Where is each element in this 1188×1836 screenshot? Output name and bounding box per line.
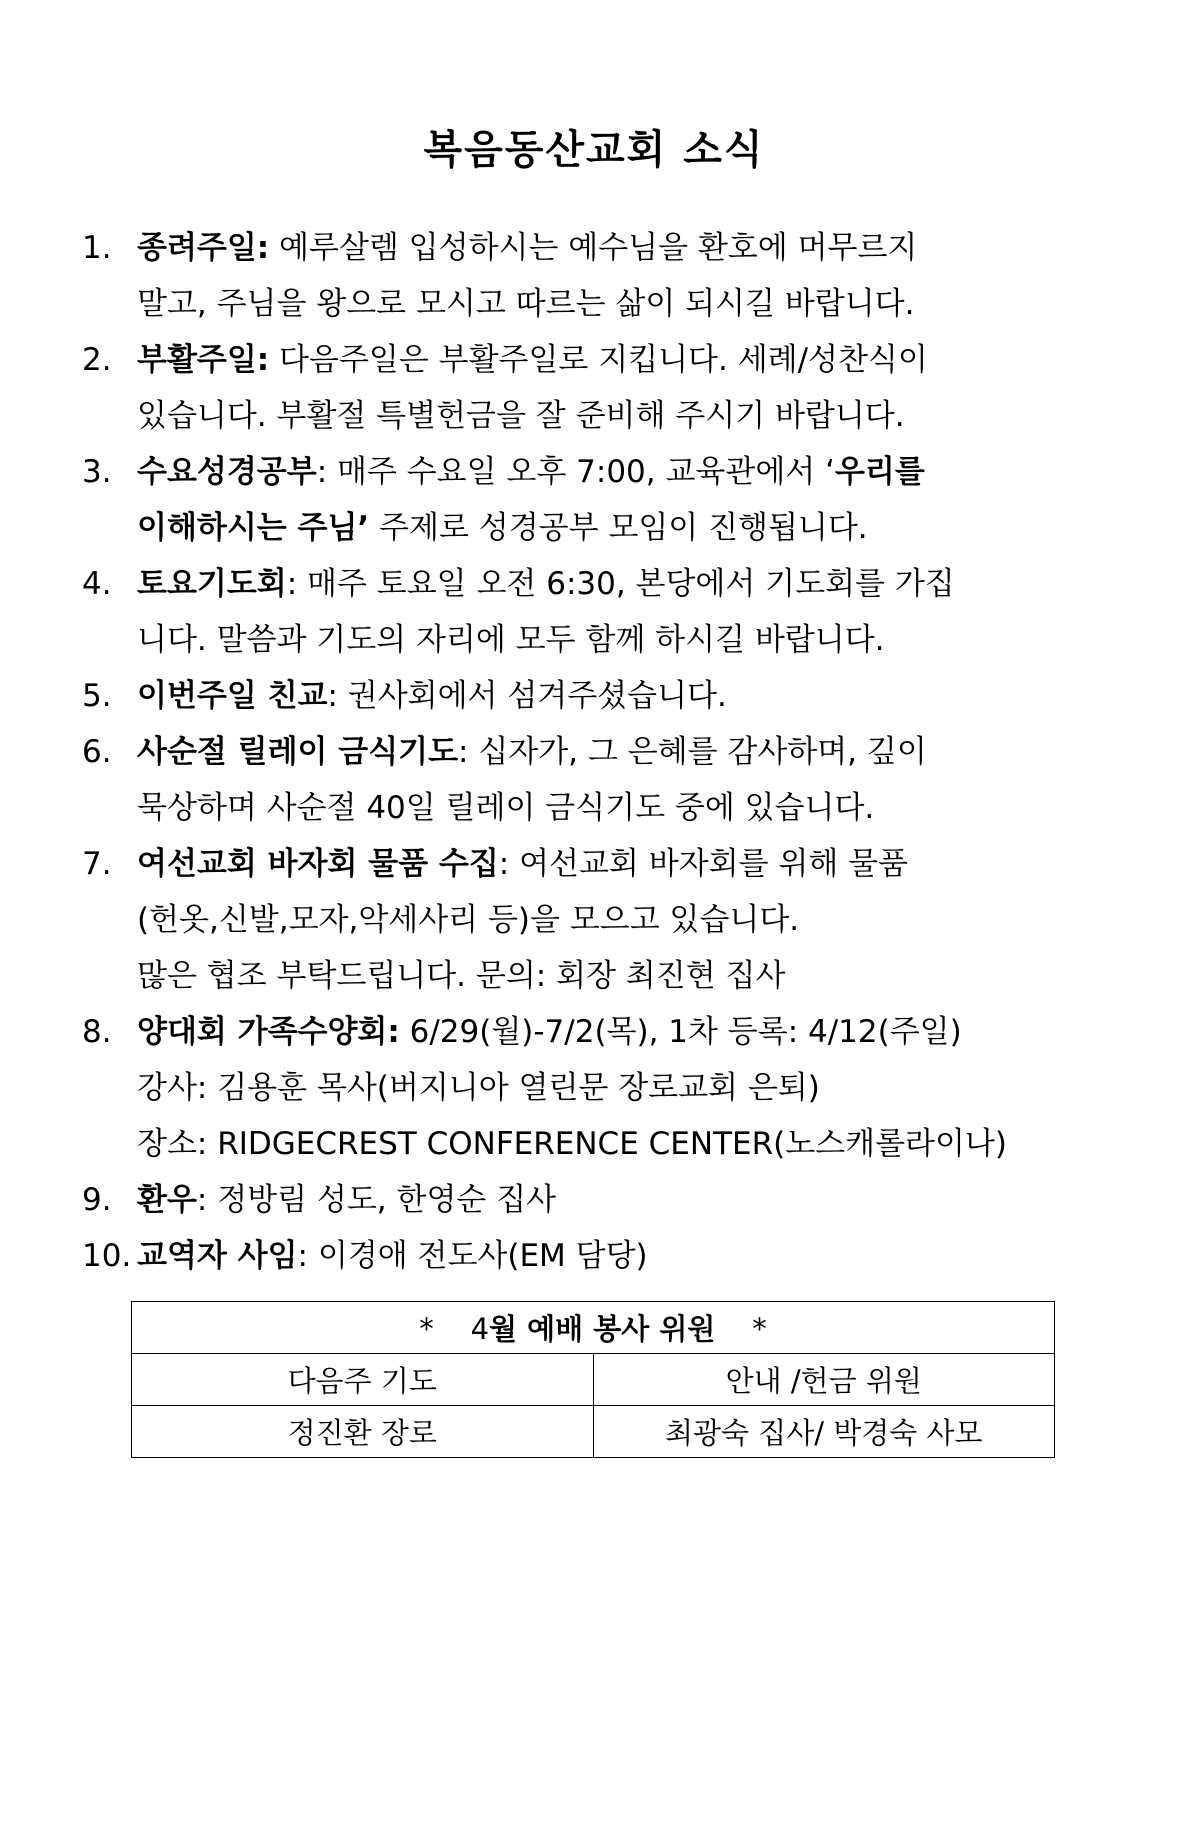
item-label: 수요성경공부 [137,454,317,490]
item-number: 7. [82,846,112,882]
item-number: 4. [82,566,112,602]
item-label: 환우 [137,1182,197,1218]
item-label: 부활주일: [137,342,270,378]
announcement-list [82,220,1082,1284]
table-row [132,1354,1055,1406]
item-text: (헌옷,신발,모자,악세사리 등)을 모으고 있습니다. [137,902,800,938]
item-emphasis: 이해하시는 주님’ [137,510,370,546]
item-label: 종려주일: [137,230,270,266]
list-item [82,1004,1082,1172]
item-number: 10. [82,1238,132,1274]
item-text: : 십자가, 그 은혜를 감사하며, 깊이 [458,734,927,770]
item-number: 5. [82,678,112,714]
cell-usher-offering-names: 최광숙 집사/ 박경숙 사모 [593,1406,1055,1458]
item-text: 주제로 성경공부 모임이 진행됩니다. [369,510,868,546]
service-volunteers-table [131,1301,1055,1458]
list-item [82,668,1082,724]
list-item [82,556,1082,668]
item-text: 묵상하며 사순절 40일 릴레이 금식기도 중에 있습니다. [137,790,875,826]
list-item [82,444,1082,556]
list-item [82,1228,1082,1284]
item-text: : 이경애 전도사(EM 담당) [297,1238,648,1274]
page-title: 복음동산교회 소식 [423,127,765,173]
item-label: 이번주일 친교 [137,678,328,714]
item-number: 9. [82,1182,112,1218]
table-row [132,1406,1055,1458]
item-text: 니다. 말씀과 기도의 자리에 모두 함께 하시길 바랍니다. [137,622,885,658]
item-label: 사순절 릴레이 금식기도 [137,734,459,770]
item-text: 많은 협조 부탁드립니다. 문의: 회장 최진현 집사 [137,958,786,994]
item-label: 교역자 사임 [137,1238,298,1274]
item-text: : 권사회에서 섬겨주셨습니다. [327,678,727,714]
column-header-usher-offering: 안내 /헌금 위원 [593,1354,1055,1406]
item-number: 1. [82,230,112,266]
item-label: 양대회 가족수양회: [137,1014,400,1050]
item-label: 토요기도회 [137,566,287,602]
item-label: 여선교회 바자회 물품 수집 [137,846,499,882]
item-text: : 정방림 성도, 한영순 집사 [196,1182,557,1218]
item-text: 있습니다. 부활절 특별헌금을 잘 준비해 주시기 바랍니다. [137,398,905,434]
list-item [82,836,1082,1004]
item-text: : 매주 수요일 오후 7:00, 교육관에서 ‘ [316,454,835,490]
item-number: 6. [82,734,112,770]
column-header-prayer: 다음주 기도 [132,1354,594,1406]
item-text: : 여선교회 바자회를 위해 물품 [498,846,909,882]
item-text: 다음주일은 부활주일로 지킵니다. 세례/성찬식이 [279,342,928,378]
cell-prayer-name: 정진환 장로 [132,1406,594,1458]
item-text: 장소: RIDGECREST CONFERENCE CENTER(노스캐롤라이나) [137,1126,1007,1162]
item-text: 6/29(월)-7/2(목), 1차 등록: 4/12(주일) [399,1014,962,1050]
item-number: 2. [82,342,112,378]
item-text: 예루살렘 입성하시는 예수님을 환호에 머무르지 [279,230,918,266]
item-text: 말고, 주님을 왕으로 모시고 따르는 삶이 되시길 바랍니다. [137,286,915,322]
item-emphasis: 우리를 [834,454,925,490]
item-number: 8. [82,1014,112,1050]
list-item [82,1172,1082,1228]
list-item [82,220,1082,332]
item-text: 강사: 김용훈 목사(버지니아 열린문 장로교회 은퇴) [137,1070,820,1106]
table-title: * 4월 예배 봉사 위원 * [132,1302,1055,1354]
item-text: : 매주 토요일 오전 6:30, 본당에서 기도회를 가집 [286,566,955,602]
item-number: 3. [82,454,112,490]
list-item [82,724,1082,836]
table-header-row [132,1302,1055,1354]
list-item [82,332,1082,444]
